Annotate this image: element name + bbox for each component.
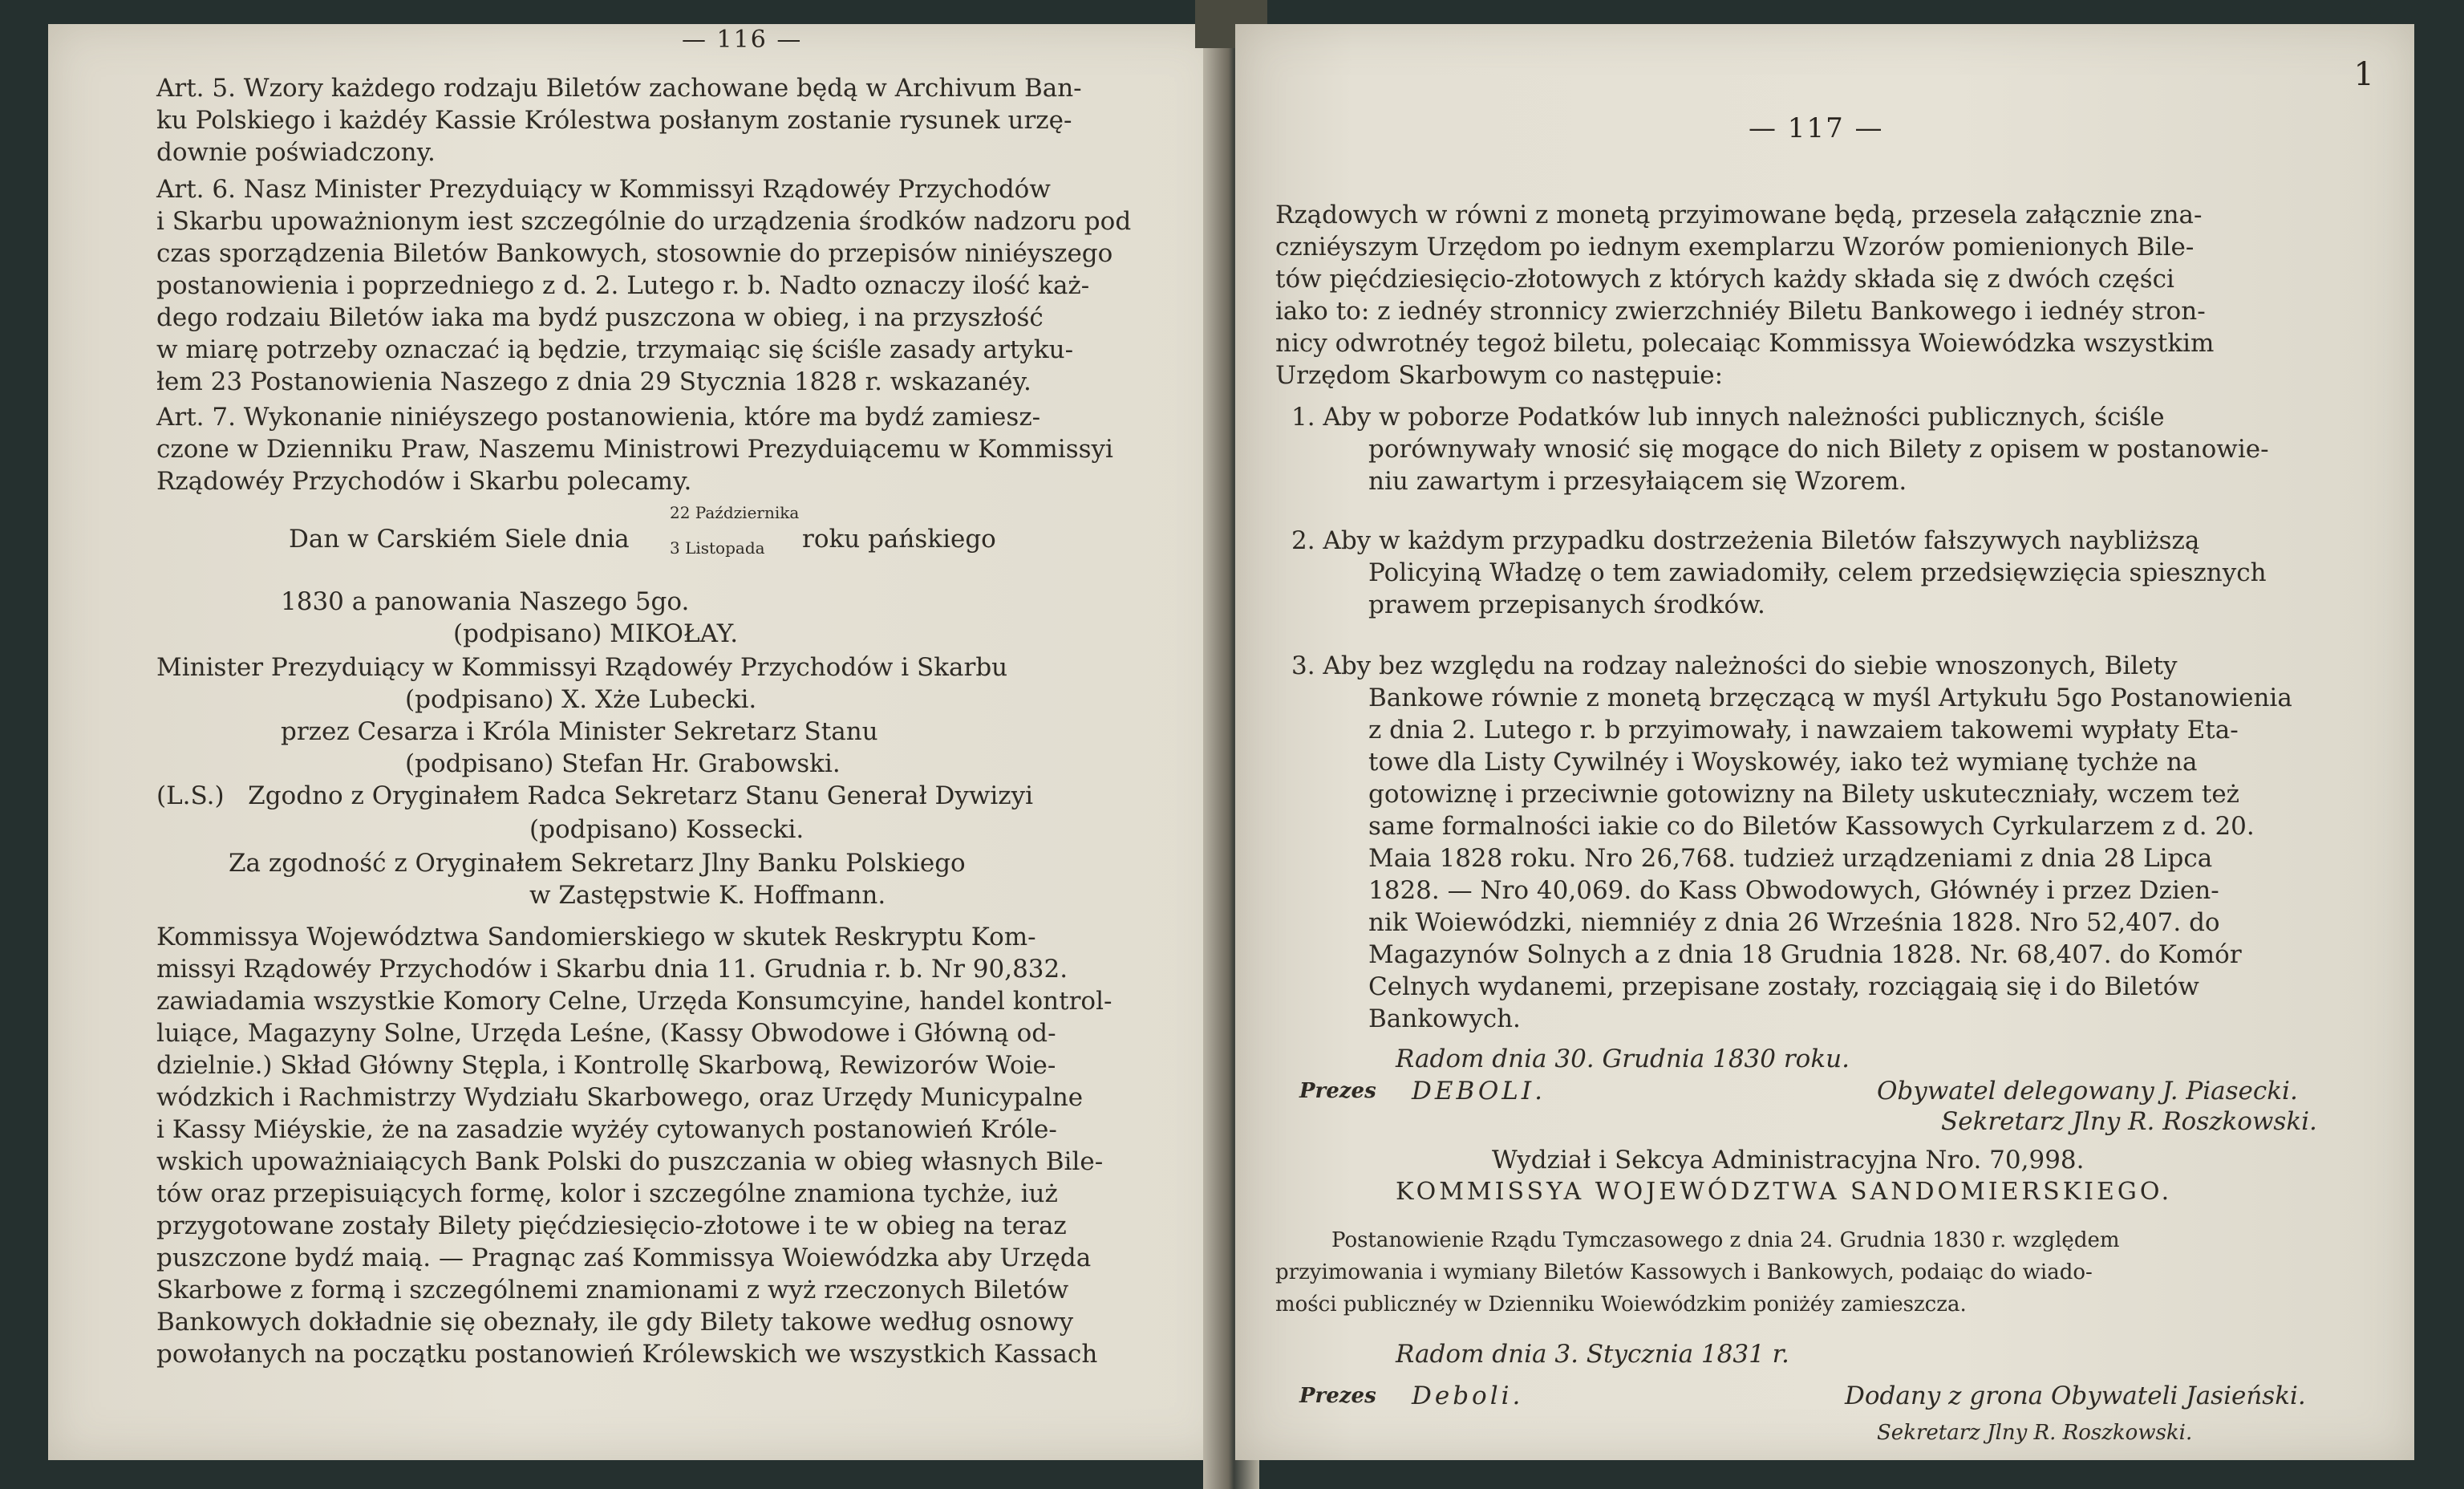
text-line: Magazynów Solnych a z dnia 18 Grudnia 1828. Nr. 68,407. do Komór [1368,940,2242,969]
text-line: 1. Aby w poborze Podatków lub innych należności publicznych, ściśle [1291,403,2165,432]
instruction-1 [1291,401,2398,497]
text-line: wskich upoważniaiących Bank Polski do puszczania w obieg własnych Bile- [156,1147,1104,1176]
text-line: Kommissya Województwa Sandomierskiego w skutek Reskryptu Kom- [156,923,1036,951]
page-number-left: — 116 — [682,26,803,54]
text-line: dzielnie.) Skład Główny Stępla, i Kontrollę Skarbową, Rewizorów Woie- [156,1051,1056,1080]
text-line: ku Polskiego i każdéy Kassie Królestwa posłanym zostanie rysunek urzę- [156,106,1072,135]
text-line: downie poświadczony. [156,138,436,167]
signature-lubecki: (podpisano) X. Xże Lubecki. [405,685,757,714]
minister-title: Minister Prezyduiący w Kommissyi Rządowéy Przychodów i Skarbu [156,653,1008,682]
date-line: Dan w Carskiém Siele dnia [289,525,630,554]
prezes-label: Prezes [1299,1384,1376,1408]
instruction-3 [1291,650,2398,1035]
text-line: Bankowe równie z monetą brzęczącą w myśl Artykułu 5go Postanowienia [1368,684,2292,712]
notice-paragraph [1275,1224,2382,1321]
article-5 [156,72,1227,168]
text-line: przygotowane zostały Bilety pięćdziesięcio-złotowe i te w obieg na teraz [156,1211,1067,1240]
instruction-2 [1291,525,2398,621]
signature-grabowski: (podpisano) Stefan Hr. Grabowski. [405,749,841,778]
text-line: czas sporządzenia Biletów Bankowych, stosownie do przepisów niniéyszego [156,239,1113,268]
text-line: Bankowych. [1368,1004,1521,1033]
text-line: 1828. — Nro 40,069. do Kass Obwodowych, Głównéy i przez Dzien- [1368,876,2219,905]
text-line: czone w Dzienniku Praw, Naszemu Ministrowi Prezyduiącemu w Kommissyi [156,435,1113,464]
commission-title: KOMMISSYA WOJEWÓDZTWA SANDOMIERSKIEGO. [1396,1178,2173,1206]
text-line: wódzkich i Rachmistrzy Wydziału Skarbowego, oraz Urzędy Municypalne [156,1083,1084,1112]
text-line: missyi Rządowéy Przychodów i Skarbu dnia 11. Grudnia r. b. Nr 90,832. [156,955,1068,984]
text-line: towe dla Listy Cywilnéy i Woyskowéy, iako też wymianę tychże na [1368,748,2198,777]
text-line: tów pięćdziesięcio-złotowych z których każdy składa się z dwóch części [1275,265,2174,294]
bank-deputy: w Zastępstwie K. Hoffmann. [529,881,886,910]
text-line: Urzędom Skarbowym co następuie: [1275,361,1724,390]
text-line: Policyiną Władzę o tem zawiadomiły, celem przedsięwzięcia spiesznych [1368,558,2267,587]
commission-announcement [156,921,1227,1370]
reign-line: 1830 a panowania Naszego 5go. [281,587,690,616]
text-line: Art. 7. Wykonanie niniéyszego postanowienia, które ma bydź zamiesz- [156,403,1041,432]
text-line: prawem przepisanych środków. [1368,590,1765,619]
text-line: Skarbowe z formą i szczególnemi znamionami z wyż rzeczonych Biletów [156,1276,1069,1304]
text-line: tów oraz przepisuiących formę, kolor i szczególne znamiona tychże, iuż [156,1179,1058,1208]
text-line: puszczone bydź maią. — Pragnąc zaś Kommissya Woiewódzka aby Urzęda [156,1244,1092,1272]
text-line: przyimowania i wymiany Biletów Kassowych i Bankowych, podaiąc do wiado- [1275,1260,2093,1284]
signature-block-2 [1299,1380,2374,1452]
page-number-right: — 117 — [1749,112,1884,144]
text-line: luiące, Magazyny Solne, Urzęda Leśne, (Kassy Obwodowe i Główną od- [156,1019,1056,1048]
article-7 [156,401,1227,497]
secretary-signature: Sekretarz Jlny R. Roszkowski. [1941,1107,2317,1136]
signature-block-1 [1299,1075,2374,1139]
intro-paragraph [1275,199,2382,392]
place-date-2: Radom dnia 3. Stycznia 1831 r. [1396,1340,1789,1369]
text-line: łem 23 Postanowienia Naszego z dnia 29 Stycznia 1828 r. wskazanéy. [156,367,1031,396]
text-line: gotowiznę i przeciwnie gotowizny na Bilety uskuteczniały, wczem też [1368,780,2239,809]
prezes-name: DEBOLI. [1412,1077,1546,1106]
text-line: Postanowienie Rządu Tymczasowego z dnia 24. Grudnia 1830 r. względem [1331,1228,2120,1252]
text-line: w miarę potrzeby oznaczać ią będzie, trzymaiąc się ściśle zasady artyku- [156,335,1074,364]
text-line: i Kassy Miéyskie, że na zasadzie wyżéy cytowanych postanowień Króle- [156,1115,1057,1144]
text-line: powołanych na początku postanowień Królewskich we wszystkich Kassach [156,1340,1098,1369]
date-line-end: roku pańskiego [802,525,996,554]
text-line: niu zawartym i przesyłaiącem się Wzorem. [1368,467,1907,496]
article-6 [156,173,1227,398]
place-date-1: Radom dnia 30. Grudnia 1830 roku. [1396,1045,1850,1073]
date-superscript: 22 Października [670,503,800,522]
text-line: Art. 5. Wzory każdego rodzaju Biletów zachowane będą w Archivum Ban- [156,74,1082,103]
prezes-name: Deboli. [1412,1381,1524,1410]
text-line: Bankowych dokładnie się obeznały, ile gdy Bilety takowe według osnowy [156,1308,1074,1337]
corner-mark: 1 [2353,56,2374,93]
department-number: Wydział i Sekcya Administracyjna Nro. 70,998. [1492,1146,2085,1175]
right-page [1235,24,2414,1460]
prezes-label: Prezes [1299,1079,1376,1103]
text-line: z dnia 2. Lutego r. b przyimowały, i nawzaiem takowemi wypłaty Eta- [1368,716,2239,744]
text-line: 3. Aby bez względu na rodzay należności do siebie wnoszonych, Bilety [1291,651,2178,680]
bank-certification: Za zgodność z Oryginałem Sekretarz Jlny Banku Polskiego [229,849,966,878]
signature-tsar: (podpisano) MIKOŁAY. [453,619,739,648]
secretary-title: przez Cesarza i Króla Minister Sekretarz Stanu [281,717,878,746]
text-line: postanowienia i poprzedniego z d. 2. Lutego r. b. Nadto oznaczy ilość każ- [156,271,1090,300]
text-line: i Skarbu upoważnionym iest szczególnie do urządzenia środków nadzoru pod [156,207,1132,236]
text-line: Maia 1828 roku. Nro 26,768. tudzież urządzeniami z dnia 28 Lipca [1368,844,2213,873]
added-member-signature: Dodany z grona Obywateli Jasieński. [1845,1381,2306,1410]
date-subscript: 3 Listopada [670,538,765,558]
signature-kossecki: (podpisano) Kossecki. [529,815,804,844]
ls-line: (L.S.) Zgodno z Oryginałem Radca Sekretarz Stanu Generał Dywizyi [156,781,1034,810]
text-line: Rządowéy Przychodów i Skarbu polecamy. [156,467,692,496]
text-line: porównywały wnosić się mogące do nich Bilety z opisem w postanowie- [1368,435,2269,464]
text-line: mości publicznéy w Dzienniku Woiewódzkim poniżéy zamieszcza. [1275,1292,1967,1317]
delegate-signature: Obywatel delegowany J. Piasecki. [1877,1077,2298,1106]
text-line: nicy odwrotnéy tegoż biletu, polecaiąc Kommissya Woiewódzka wszystkim [1275,329,2215,358]
text-line: iako to: z iednéy stronnicy zwierzchniéy Biletu Bankowego i iednéy stron- [1275,297,2206,326]
secretary-signature: Sekretarz Jlny R. Roszkowski. [1877,1421,2193,1445]
text-line: same formalności iakie co do Biletów Kassowych Cyrkularzem z d. 20. [1368,812,2255,841]
text-line: zawiadamia wszystkie Komory Celne, Urzęda Konsumcyine, handel kontrol- [156,987,1112,1016]
text-line: czniéyszym Urzędom po iednym exemplarzu Wzorów pomienionych Bile- [1275,233,2194,262]
text-line: Rządowych w równi z monetą przyimowane będą, przesela załącznie zna- [1275,201,2203,229]
text-line: 2. Aby w każdym przypadku dostrzeżenia Biletów fałszywych naybliższą [1291,526,2200,555]
text-line: Art. 6. Nasz Minister Prezyduiący w Kommissyi Rządowéy Przychodów [156,175,1051,204]
text-line: dego rodzaiu Biletów iaka ma bydź puszczona w obieg, i na przyszłość [156,303,1044,332]
text-line: Celnych wydanemi, przepisane zostały, rozciągaią się i do Biletów [1368,972,2199,1001]
left-page [48,24,1227,1460]
text-line: nik Woiewódzki, niemniéy z dnia 26 Września 1828. Nro 52,407. do [1368,908,2220,937]
